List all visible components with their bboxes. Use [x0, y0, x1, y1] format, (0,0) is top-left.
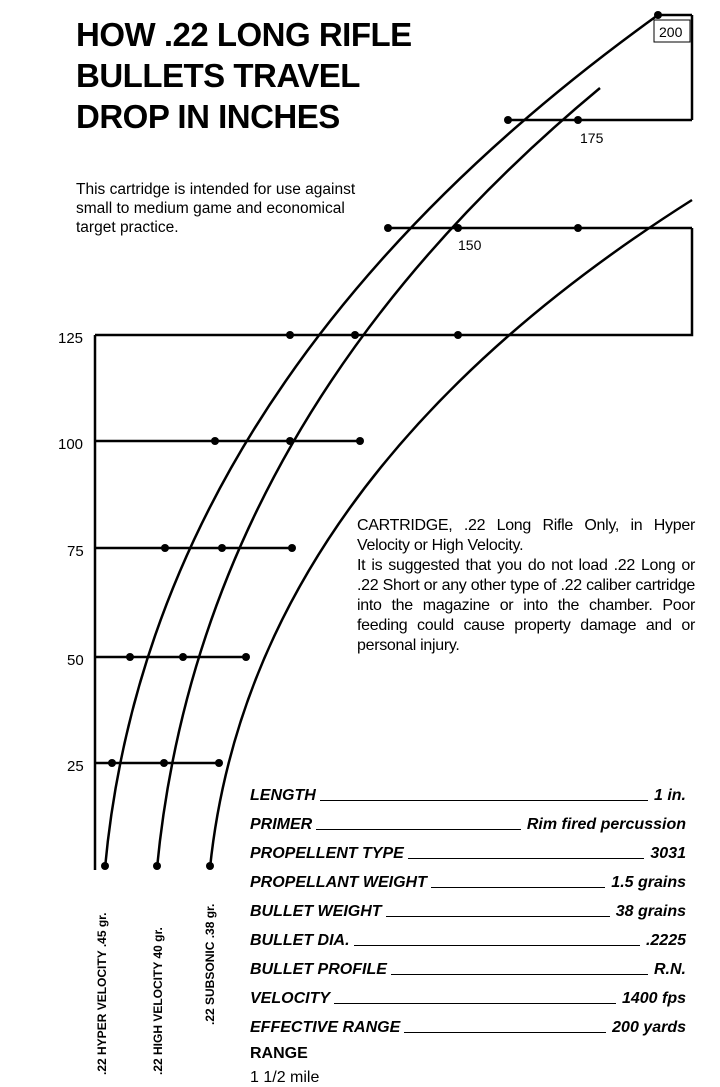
spec-row-velocity [250, 979, 686, 1008]
spec-row-primer [250, 805, 686, 834]
spec-row-bullet-weight [250, 892, 686, 921]
spec-value: .2225 [645, 932, 686, 949]
frame-line-125 [95, 228, 692, 335]
spec-rule [431, 886, 605, 888]
notice-line-1: CARTRIDGE, .22 Long Rifle Only, in Hyper Velocity or High Velocity. [357, 517, 695, 554]
intro-text: This cartridge is intended for use against small to medium game and economical target practice. [76, 181, 356, 236]
page-title [76, 14, 412, 137]
spec-label: VELOCITY [250, 990, 331, 1007]
drop-tick-50: 50 [67, 652, 84, 669]
spec-label: PROPELLANT WEIGHT [250, 874, 427, 891]
spec-label: BULLET DIA. [250, 932, 350, 949]
spec-label: EFFECTIVE RANGE [250, 1019, 401, 1036]
drop-tick-25: 25 [67, 758, 84, 775]
spec-rule [334, 1002, 616, 1004]
drop-tick-100: 100 [58, 436, 84, 453]
spec-label: PROPELLENT TYPE [250, 845, 404, 862]
spec-rule [386, 915, 610, 917]
ammo-label-hyper: .22 HYPER VELOCITY .45 gr. [95, 912, 109, 1075]
spec-value: 200 yards [612, 1019, 686, 1036]
spec-value: Rim fired percussion [526, 816, 686, 833]
spec-label: BULLET PROFILE [250, 961, 387, 978]
title-line-3: DROP IN INCHES [76, 98, 340, 135]
ammo-label-high: .22 HIGH VELOCITY 40 gr. [151, 927, 165, 1075]
ammo-label-subsonic: .22 SUBSONIC .38 gr. [203, 903, 217, 1025]
spec-value: 1.5 grains [611, 874, 686, 891]
spec-rule [391, 973, 648, 975]
cartridge-notice [357, 516, 695, 656]
spec-value: R.N. [654, 961, 686, 978]
range-value: 1 1/2 mile [250, 1069, 320, 1086]
spec-label: PRIMER [250, 816, 313, 833]
spec-row-bullet-profile [250, 950, 686, 979]
spec-rule [354, 944, 640, 946]
spec-value: 1400 fps [621, 990, 686, 1007]
notice-line-2: It is suggested that you do not load .22 Long or .22 Short or any other type of .22 caliber cartridge into the magazine or into the chamber. Poor feeding could cause property damage and or personal injury. [357, 557, 695, 654]
spec-row-effective-range [250, 1008, 686, 1037]
spec-rule [408, 857, 645, 859]
spec-list [250, 776, 686, 1087]
title-line-2: BULLETS TRAVEL [76, 57, 360, 94]
spec-row-length [250, 776, 686, 805]
title-line-1: HOW .22 LONG RIFLE [76, 16, 412, 53]
spec-row-propellant-weight [250, 863, 686, 892]
range-label-150: 150 [458, 237, 482, 253]
spec-value: 1 in. [653, 787, 686, 804]
spec-label: LENGTH [250, 787, 316, 804]
spec-row-bullet-dia [250, 921, 686, 950]
spec-row-propellent-type [250, 834, 686, 863]
spec-rule [316, 828, 521, 830]
spec-rule [404, 1031, 606, 1033]
drop-tick-75: 75 [67, 543, 84, 560]
range-label-200: 200 [659, 24, 683, 40]
spec-value: 3031 [650, 845, 686, 862]
drop-tick-125: 125 [58, 330, 84, 347]
spec-label: BULLET WEIGHT [250, 903, 382, 920]
spec-value: 38 grains [615, 903, 686, 920]
range-label-175: 175 [580, 130, 604, 146]
range-heading: RANGE [250, 1045, 308, 1062]
spec-rule [320, 799, 648, 801]
